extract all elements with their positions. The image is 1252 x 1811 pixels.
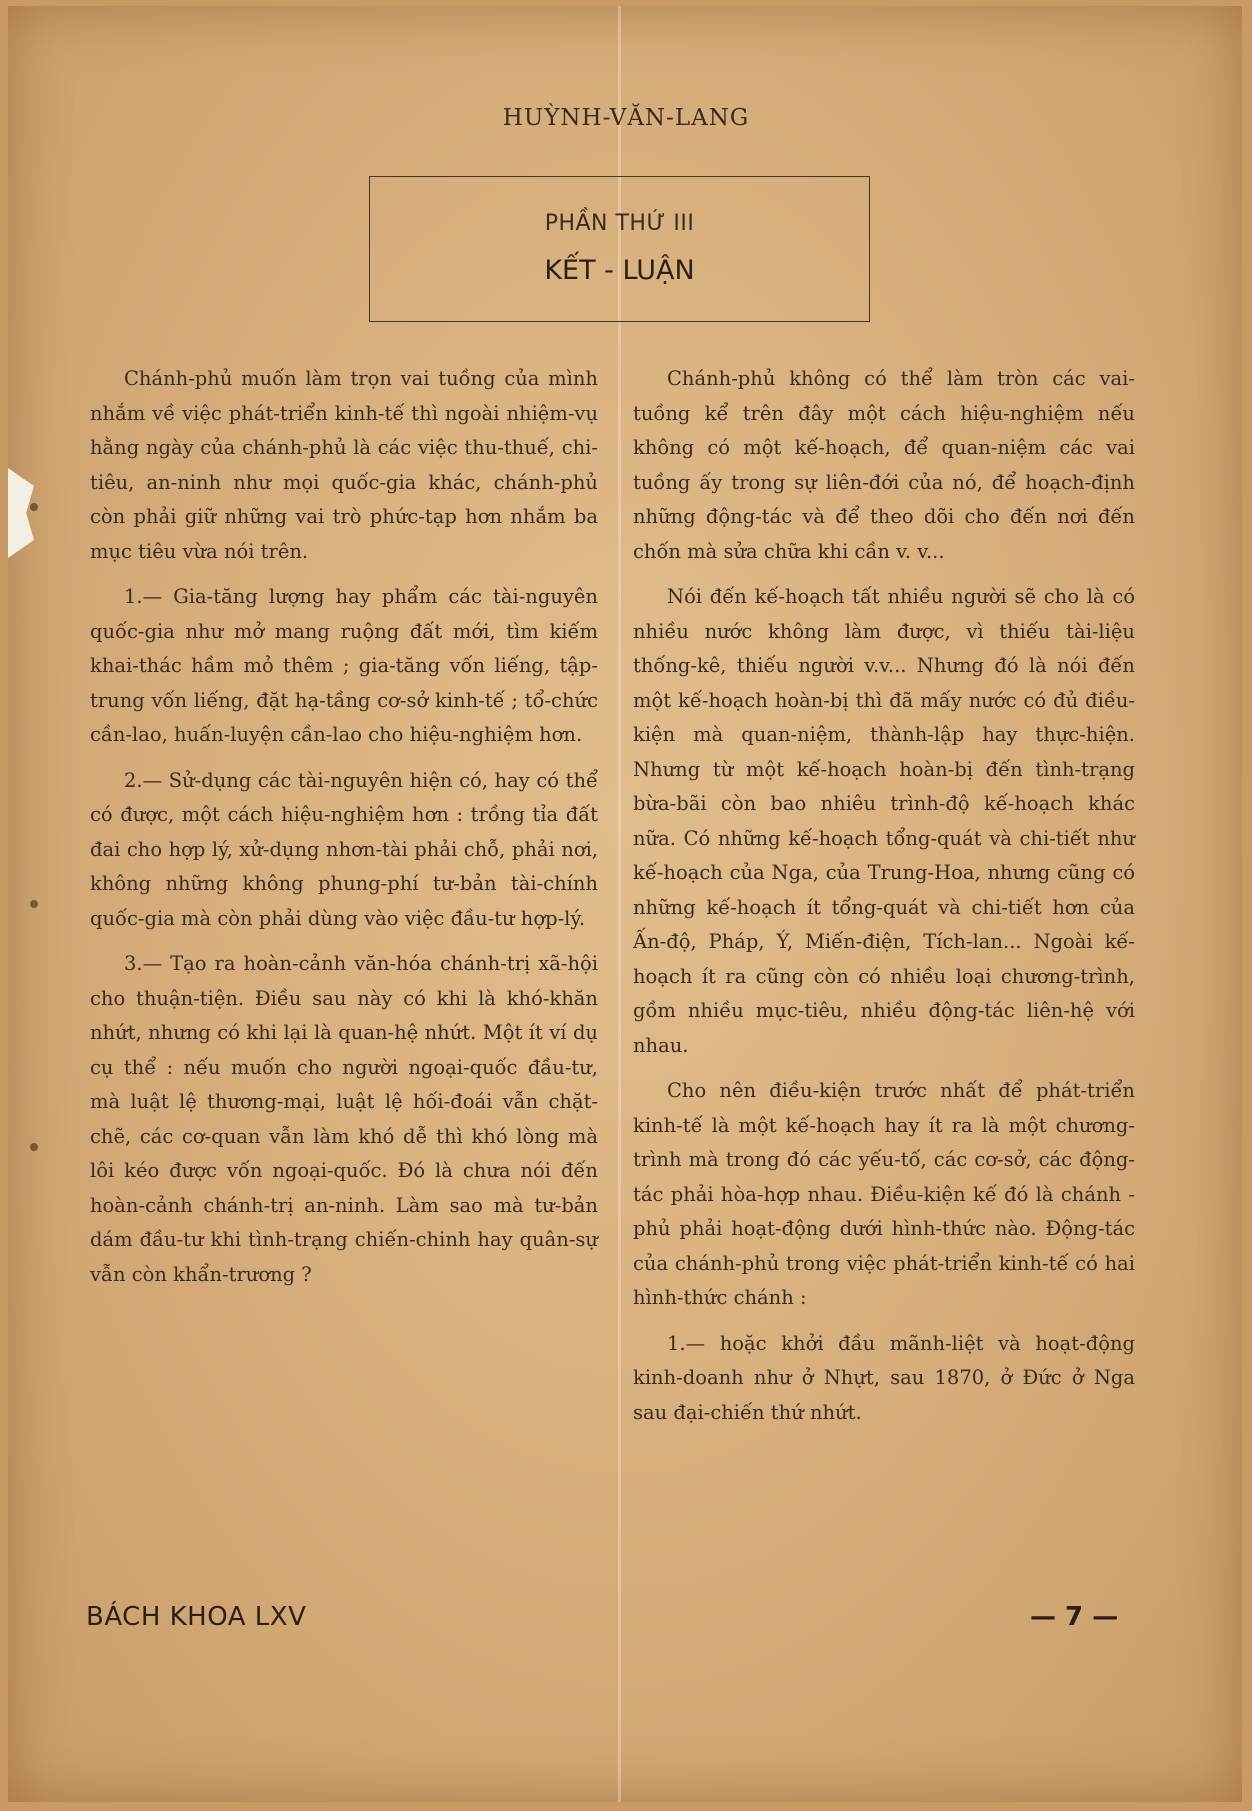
- magazine-name: BÁCH KHOA LXV: [86, 1602, 307, 1632]
- paragraph: 2.— Sử-dụng các tài-nguyên hiện có, hay có thể có được, một cách hiệu-nghiệm hơn : trồng tỉa đất đai cho hợp lý, xử-dụng nhơn-tài phải chỗ, phải nơi, không những không phung-phí tư-bản tài-chính quốc-gia mà còn phải dùng vào việc đầu-tư hợp-lý.: [90, 768, 598, 930]
- binding-hole: [30, 900, 38, 908]
- author-header: HUỲNH-VĂN-LANG: [502, 105, 750, 131]
- section-title: KẾT - LUẬN: [544, 255, 695, 286]
- binding-hole: [30, 1143, 38, 1151]
- paragraph: Cho nên điều-kiện trước nhất để phát-triển kinh-tế là một kế-hoạch hay ít ra là một chương-trình mà trong đó các yếu-tố, các cơ-sở, các động-tác phải hòa-hợp nhau. Điều-kiện kế đó là chánh - phủ phải hoạt-động dưới hình-thức nào. Động-tác của chánh-phủ trong việc phát-triển kinh-tế có hai hình-thức chánh :: [633, 1079, 1135, 1309]
- section-title-box: [369, 176, 870, 322]
- binding-hole: [30, 503, 38, 511]
- right-column: [633, 362, 1135, 1441]
- section-part-label: PHẦN THỨ III: [544, 211, 695, 236]
- paragraph: 3.— Tạo ra hoàn-cảnh văn-hóa chánh-trị xã-hội cho thuận-tiện. Điều sau này có khi là khó-khăn nhứt, nhưng có khi lại là quan-hệ nhứt. Một ít ví dụ cụ thể : nếu muốn cho người ngoại-quốc đầu-tư, mà luật lệ thương-mại, luật lệ hối-đoái vẫn chặt-chẽ, các cơ-quan vẫn làm khó dễ thì khó lòng mà lôi kéo được vốn ngoại-quốc. Đó là chưa nói đến hoàn-cảnh chánh-trị an-ninh. Làm sao mà tư-bản dám đầu-tư khi tình-trạng chiến-chinh hay quân-sự vẫn còn khẩn-trương ?: [90, 952, 598, 1286]
- paragraph: 1.— hoặc khởi đầu mãnh-liệt và hoạt-động kinh-doanh như ở Nhựt, sau 1870, ở Đức ở Nga sau đại-chiến thứ nhứt.: [633, 1331, 1135, 1424]
- paragraph: Chánh-phủ muốn làm trọn vai tuồng của mình nhắm về việc phát-triển kinh-tế thì ngoài nhiệm-vụ hằng ngày của chánh-phủ là các việc thu-thuế, chi-tiêu, an-ninh như mọi quốc-gia khác, chánh-phủ còn phải giữ những vai trò phức-tạp hơn nhắm ba mục tiêu vừa nói trên.: [90, 367, 598, 563]
- left-column: [90, 362, 598, 1303]
- paragraph: 1.— Gia-tăng lượng hay phẩm các tài-nguyên quốc-gia như mở mang ruộng đất mới, tìm kiếm khai-thác hầm mỏ thêm ; gia-tăng vốn liếng, tập-trung vốn liếng, đặt hạ-tầng cơ-sở kinh-tế ; tổ-chức cần-lao, huấn-luyện cần-lao cho hiệu-nghiệm hơn.: [90, 585, 598, 746]
- paragraph: Nói đến kế-hoạch tất nhiều người sẽ cho là có nhiều nước không làm được, vì thiếu tài-liệu thống-kê, thiếu người v.v... Nhưng đó là nói đến một kế-hoạch hoàn-bị thì đã mấy nước có đủ điều-kiện mà quan-niệm, thành-lập hay thực-hiện. Nhưng từ một kế-hoạch hoàn-bị đến tình-trạng bừa-bãi còn bao nhiêu trình-độ kế-hoạch khác nữa. Có những kế-hoạch tổng-quát và chi-tiết như kế-hoạch của Nga, của Trung-Hoa, nhưng cũng có những kế-hoạch ít tổng-quát và chi-tiết hơn của Ấn-độ, Pháp, Ý, Miến-điện, Tích-lan... Ngoài kế-hoạch ít ra cũng còn có nhiều loại chương-trình, gồm nhiều mục-tiêu, nhiều động-tác liên-hệ với nhau.: [633, 585, 1135, 1057]
- page-number: — 7 —: [1030, 1602, 1119, 1632]
- paragraph: Chánh-phủ không có thể làm tròn các vai-tuồng kể trên đây một cách hiệu-nghiệm nếu không có một kế-hoạch, để quan-niệm các vai tuồng ấy trong sự liên-đới của nó, để hoạch-định những động-tác và để theo dõi cho đến nơi đến chốn mà sửa chữa khi cần v. v...: [633, 367, 1135, 563]
